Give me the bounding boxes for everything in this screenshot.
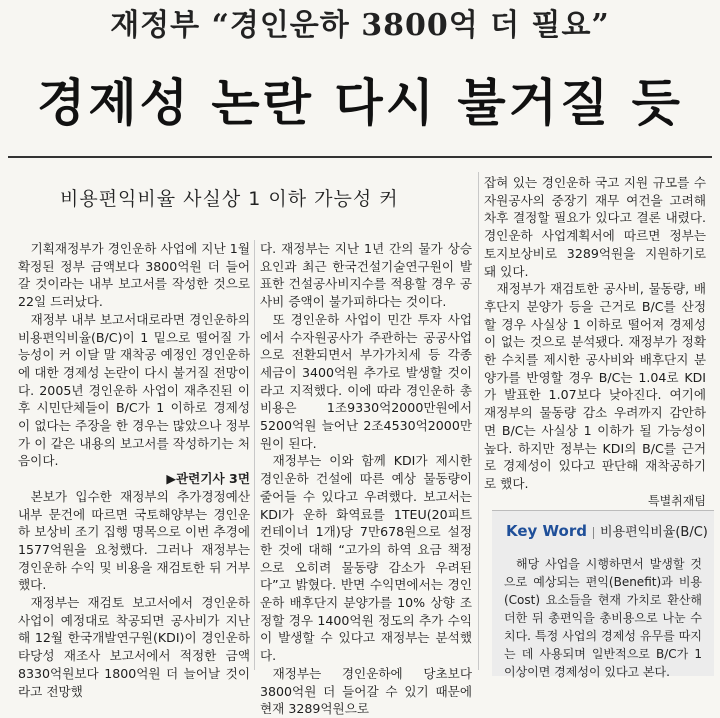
column-divider xyxy=(254,240,255,670)
paragraph: 잡혀 있는 경인운하 국고 지원 규모를 수자원공사의 중장기 재무 여건을 고려해 차후 결정할 필요가 있다고 결론 내렸다. 경인운하 사업계획서에 따르면 정부는 토지보상비로 3289억원을 지원하기로 돼 있다. xyxy=(484,175,706,279)
article-column-1 xyxy=(18,240,250,700)
paragraph: 재정부는 재검토 보고서에서 경인운하 사업이 예정대로 착공되면 공사비가 지난해 12월 한국개발연구원(KDI)이 경인운하 타당성 재조사 보고서에서 적정한 금액 8330억원보다 1800억원 더 늘어날 것이라고 전망했 xyxy=(18,595,250,699)
column-divider xyxy=(478,172,479,670)
keyword-box xyxy=(492,510,714,679)
related-article-link[interactable]: ▶관련기사 3면 xyxy=(166,471,250,487)
subheadline: 비용편익비율 사실상 1 이하 가능성 커 xyxy=(60,188,399,210)
paragraph: 재정부 내부 보고서대로라면 경인운하의 비용편익비율(B/C)이 1 밑으로 떨어질 가능성이 커 이달 말 재착공 예정인 경인운하에 대한 경제성 논란이 다시 불거질 전망이다. 2005년 경인운하 사업이 재추진된 이후 시민단체들이 B/C가 1 이하로 경제성이 없다는 주장을 한 경우는 많았으나 정부가 이 같은 내용의 보고서를 작성하기는 처음이다. xyxy=(18,311,250,469)
article-column-3 xyxy=(484,174,706,510)
headline-rule xyxy=(8,156,712,158)
article-column-2 xyxy=(260,240,472,718)
keyword-label: Key Word xyxy=(506,522,587,540)
byline: 특별취재팀 xyxy=(648,493,706,508)
keyword-definition: 해당 사업을 시행하면서 발생할 것으로 예상되는 편익(Benefit)과 비용(Cost) 요소들을 현재 가치로 환산해 더한 뒤 총편익을 총비용으로 나눈 수치다. 특정 사업의 경제성 유무를 따지는 데 사용되며 일반적으로 B/C가 1 이상이면 경제성이 있다고 본다. xyxy=(504,557,702,679)
paragraph: 또 경인운하 사업이 민간 투자 사업에서 수자원공사가 주관하는 공공사업으로 전환되면서 부가가치세 등 각종 세금이 3400억원 추가로 발생할 것이라고 지적했다. 이에 따라 경인운하 총비용은 1조9330억2000만원에서 5200억원 늘어난 2조4530억2000만원이 된다. xyxy=(260,311,472,451)
keyword-term: 비용편익비율(B/C) xyxy=(599,525,708,540)
paragraph: 재정부가 재검토한 공사비, 물동량, 배후단지 분양가 등을 근거로 B/C를 산정할 경우 사실상 1 이하로 떨어져 경제성이 없는 것으로 분석됐다. 재정부가 정확한 수치를 제시한 공사비와 배후단지 분양가를 반영할 경우 B/C는 1.04로 KDI가 발표한 1.07보다 낮아진다. 여기에 재정부의 물동량 감소 우려까지 감안하면 B/C는 사실상 1 이하가 될 가능성이 높다. 하지만 정부는 KDI의 B/C를 근거로 경제성이 있다고 판단해 재착공하기로 했다. xyxy=(484,281,706,491)
paragraph: 기획재정부가 경인운하 사업에 지난 1월 확정된 정부 금액보다 3800억원 더 들어갈 것이라는 내부 보고서를 작성한 것으로 22일 드러났다. xyxy=(18,241,250,310)
keyword-header xyxy=(506,521,708,540)
kicker-title: 재정부 “경인운하 3800억 더 필요” xyxy=(110,8,610,43)
paragraph: 본보가 입수한 재정부의 추가경정예산 내부 문건에 따르면 국토해양부는 경인운하 보상비 조기 집행 명목으로 이번 추경에 1577억원을 요청했다. 그러나 재정부는 경인운하 수익 및 비용을 재검토한 뒤 거부했다. xyxy=(18,488,250,593)
headline: 경제성 논란 다시 불거질 듯 xyxy=(37,74,683,132)
paragraph: 재정부는 이와 함께 KDI가 제시한 경인운하 건설에 따른 예상 물동량이 줄어들 수 있다고 우려했다. 보고서는 KDI가 운하 화역료를 1TEU(20피트 컨테이너 1개)당 7만678원으로 설정한 것에 대해 “고가의 하역 요금 책정으로 오히려 물동량 감소가 우려된다”고 밝혔다. 반면 수익면에서는 경인운하 배후단지 분양가를 10% 상향 조정할 경우 1400억원 정도의 추가 수익이 발생할 수 있다고 재정부는 분석했다. xyxy=(260,453,472,664)
paragraph: 재정부는 경인운하에 당초보다 3800억원 더 들어갈 수 있기 때문에 현재 3289억원으로 xyxy=(260,665,472,717)
keyword-separator xyxy=(593,527,594,539)
paragraph: 다. 재정부는 지난 1년 간의 물가 상승 요인과 최근 한국건설기술연구원이 발표한 건설공사비지수를 적용할 경우 공사비 증액이 불가피하다는 것이다. xyxy=(260,241,472,310)
